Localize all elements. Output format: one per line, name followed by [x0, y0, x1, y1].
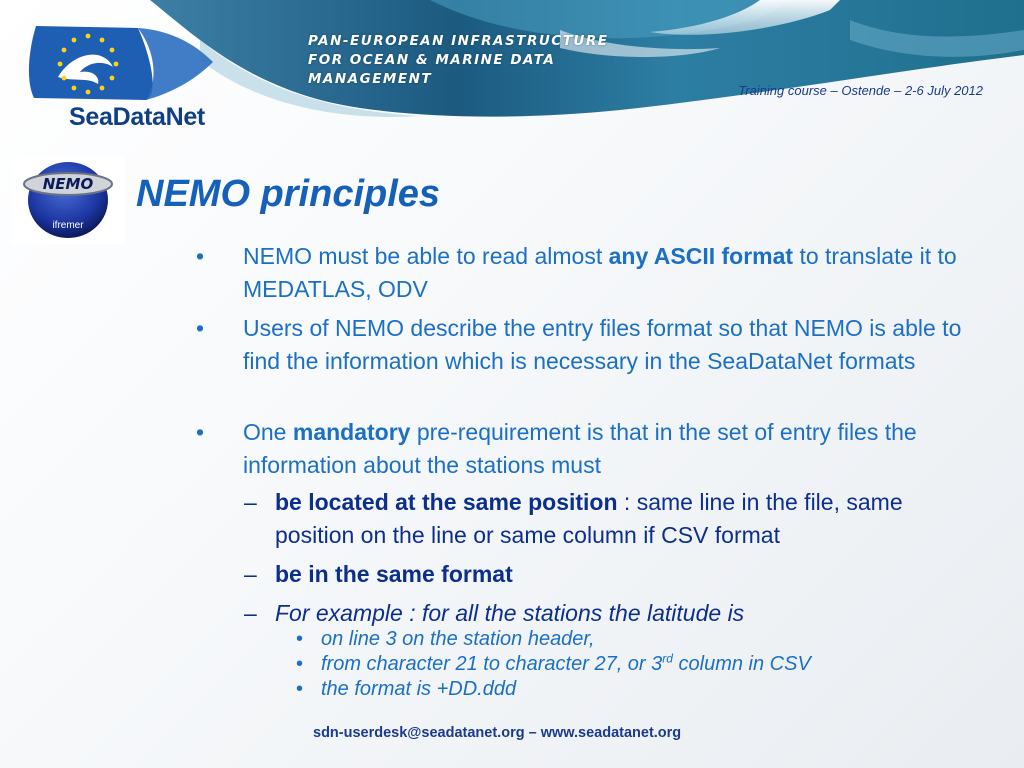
bullet-text-part: to translate it to MEDATLAS, ODV [243, 243, 957, 302]
bullet-text [243, 416, 983, 482]
sub-list-item [244, 597, 984, 630]
sub-bullet-text: For example : for all the stations the latitude is [275, 600, 745, 626]
sub-list-item [244, 486, 984, 552]
sub-sub-bullet-text [321, 652, 981, 677]
bullet-marker: • [196, 243, 205, 269]
banner-line: MANAGEMENT [308, 71, 433, 87]
list-item [196, 240, 986, 306]
sub-sub-bullet-text-part: from character 21 to character 27, or 3 [321, 653, 663, 675]
course-info: Training course – Ostende – 2-6 July 2012 [738, 83, 983, 98]
footer-contact: sdn-userdesk@seadatanet.org – www.seadatanet.org [313, 725, 682, 741]
superscript: rd [662, 651, 673, 666]
banner-tagline [308, 32, 609, 89]
bullet-text: Users of NEMO describe the entry files format so that NEMO is able to find the information which is necessary in the SeaDataNet formats [243, 315, 962, 374]
bullet-marker: • [296, 628, 304, 650]
nemo-logo-icon [12, 156, 125, 244]
sub-bullet-emphasis: be located at the same position [275, 489, 618, 515]
dash-marker: – [244, 561, 257, 587]
bullet-emphasis: mandatory [292, 419, 411, 445]
sub-sub-list-item [296, 652, 996, 677]
bullet-text-part: One [243, 419, 293, 445]
nemo-logo-label: NEMO [42, 175, 94, 193]
sub-bullet-text [275, 486, 975, 552]
ifremer-logo-label: ifremer [52, 220, 84, 231]
sub-sub-bullet-text: on line 3 on the station header, [321, 628, 595, 650]
sub-bullet-text-part: : same line in the file, same position on the line or same column if CSV format [275, 489, 903, 548]
sub-sub-list-item [296, 627, 996, 652]
list-item [196, 416, 986, 482]
bullet-marker: • [196, 315, 205, 341]
sub-bullet-emphasis: be in the same format [275, 561, 513, 587]
banner-line: FOR OCEAN & MARINE DATA [308, 52, 556, 68]
banner-line: PAN-EUROPEAN INFRASTRUCTURE [308, 33, 609, 49]
sub-sub-bullet-text-part: column in CSV [672, 653, 811, 675]
dash-marker: – [244, 600, 257, 626]
list-item [196, 312, 986, 411]
bullet-text [243, 240, 983, 306]
sub-bullet-text [275, 558, 975, 591]
sub-sub-list-item [296, 677, 996, 702]
bullet-marker: • [296, 653, 304, 675]
sub-list-item [244, 558, 984, 591]
bullet-marker: • [296, 678, 304, 700]
bullet-emphasis: any ASCII format [608, 243, 794, 269]
page-title: NEMO principles [136, 173, 441, 215]
sub-sub-bullet-text: the format is +DD.ddd [321, 678, 517, 700]
bullet-marker: • [196, 419, 205, 445]
bullet-text-part: pre-requirement is that in the set of entry files the information about the stations must [243, 419, 917, 478]
bullet-text-part: NEMO must be able to read almost [243, 243, 609, 269]
seadatanet-logo-text: SeaDataNet [69, 103, 205, 131]
dash-marker: – [244, 489, 257, 515]
